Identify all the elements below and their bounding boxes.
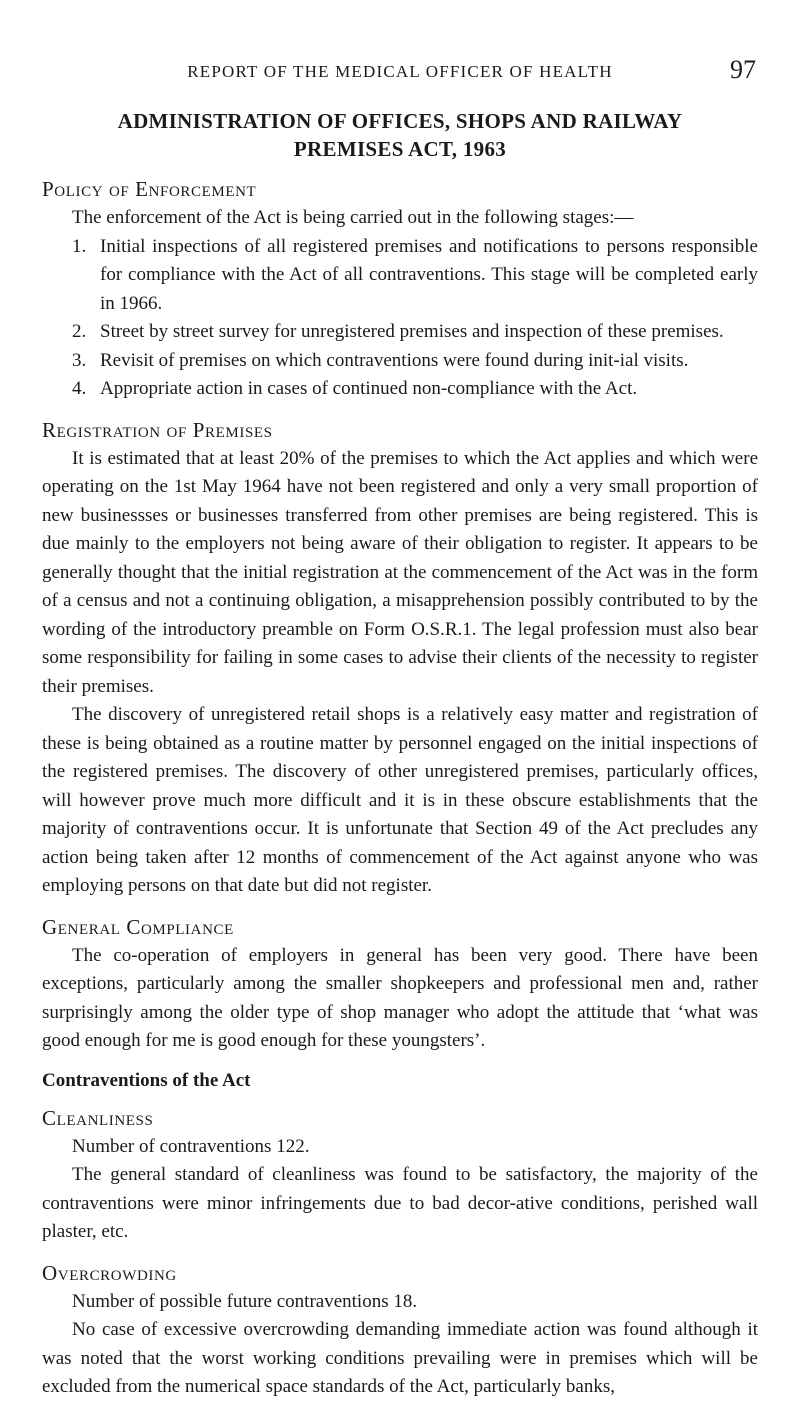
compliance-heading: General Compliance (42, 914, 234, 939)
document-title (42, 107, 758, 163)
policy-intro: The enforcement of the Act is being carried out in the following stages:— (72, 207, 634, 228)
registration-heading: Registration of Premises (42, 417, 273, 442)
registration-section (42, 418, 758, 901)
cleanliness-heading: Cleanliness (42, 1105, 154, 1130)
policy-heading: Policy of Enforcement (42, 177, 257, 201)
page-number: 97 (730, 55, 756, 84)
registration-paragraph-1: It is estimated that at least 20% of the premises to which the Act applies and which were operating on the 1st May 1964 have not been registered and only a very small proportion of new businessses or businesses transferred from other premises are being registered. This is due mainly to the employers not being aware of their obligation to register. It appears to be generally thought that the initial registration at the commencement of the Act was in the form of a census and not a continuing obligation, a misapprehension possibly contributed to by the wording of the introductory preamble on Form O.S.R.1. The legal profession must also bear some responsibility for failing in some cases to advise their clients of the necessity to register their premises. (42, 447, 758, 697)
list-item-number: 3. (72, 349, 87, 371)
title-line-1: ADMINISTRATION OF OFFICES, SHOPS AND RAILWAY (117, 109, 683, 133)
list-item (42, 375, 758, 404)
title-line-2: PREMISES ACT, 1963 (293, 137, 507, 161)
cleanliness-count: Number of contraventions 122. (72, 1135, 310, 1157)
list-item-text: Street by street survey for unregistered premises and inspection of these premises. (100, 321, 724, 342)
list-item (42, 347, 758, 376)
registration-paragraph-2: The discovery of unregistered retail shops is a relatively easy matter and registration of these is being obtained as a routine matter by personnel engaged on the initial inspections of the registered premises. The discovery of other unregistered premises, particularly offices, will however prove much more difficult and it is in these obscure establishments that the majority of contraventions occur. It is unfortunate that Section 49 of the Act precludes any action being taken after 12 months of commencement of the Act against anyone who was employing persons on that date but did not register. (42, 704, 758, 896)
policy-section (42, 177, 758, 404)
list-item (42, 318, 758, 347)
list-item-text: Appropriate action in cases of continued non-compliance with the Act. (100, 378, 638, 399)
overcrowding-paragraph: No case of excessive overcrowding demanding immediate action was found although it was noted that the worst working conditions prevailing were in premises which will be excluded from the numerical space standards of the Act, particularly banks, (42, 1319, 758, 1397)
overcrowding-heading: Overcrowding (42, 1260, 177, 1285)
list-item-text: Initial inspections of all registered premises and notifications to persons responsible for compliance with the Act of all contraventions. This stage will be completed early in 1966. (100, 235, 758, 314)
contraventions-section (42, 1070, 758, 1402)
cleanliness-paragraph: The general standard of cleanliness was found to be satisfactory, the majority of the contraventions were minor infringements due to bad decor-ative conditions, perished wall plaster, etc. (42, 1164, 758, 1242)
compliance-paragraph: The co-operation of employers in general has been very good. There have been exceptions, particularly among the smaller shopkeepers and professional men and, rather surprisingly among the older type of shop manager who adopt the attitude that ‘what was good enough for me is good enough for these youngsters’. (42, 944, 758, 1051)
list-item-number: 1. (72, 235, 87, 257)
list-item (42, 233, 758, 319)
running-head: REPORT OF THE MEDICAL OFFICER OF HEALTH (187, 62, 613, 81)
list-item-number: 4. (72, 378, 87, 399)
list-item-number: 2. (72, 321, 87, 342)
overcrowding-count: Number of possible future contraventions 18. (72, 1290, 418, 1312)
stages-list (42, 233, 758, 404)
list-item-text: Revisit of premises on which contraventions were found during init-ial visits. (100, 349, 689, 371)
contraventions-heading: Contraventions of the Act (42, 1069, 251, 1091)
compliance-section (42, 915, 758, 1056)
